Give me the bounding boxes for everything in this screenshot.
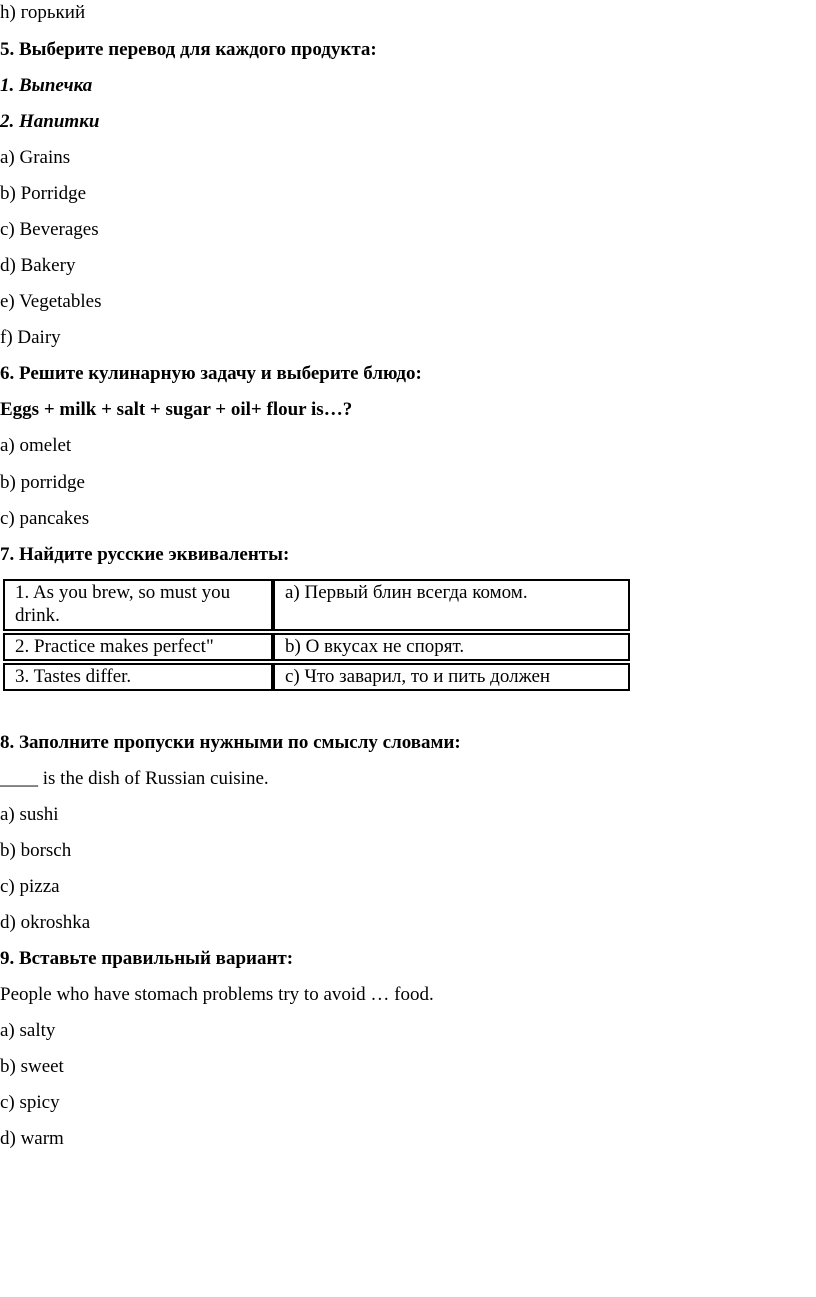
table-cell-left-1: 1. As you brew, so must you drink. bbox=[3, 579, 273, 631]
question-5-term-1: 1. Выпечка bbox=[0, 75, 93, 96]
question-8-prompt: ____ is the dish of Russian cuisine. bbox=[0, 768, 269, 789]
question-6-option-a: a) omelet bbox=[0, 435, 72, 456]
question-9-option-a: a) salty bbox=[0, 1020, 56, 1041]
table-cell-right-1: a) Первый блин всегда комом. bbox=[273, 579, 630, 631]
question-9-option-b: b) sweet bbox=[0, 1056, 64, 1077]
question-7-title: 7. Найдите русские эквиваленты: bbox=[0, 544, 290, 565]
table-cell-right-3: c) Что заварил, то и пить должен bbox=[273, 663, 630, 691]
question-6-prompt: Eggs + milk + salt + sugar + oil+ flour is…? bbox=[0, 399, 353, 420]
question-9-prompt: People who have stomach problems try to avoid … food. bbox=[0, 984, 434, 1005]
question-5-option-d: d) Bakery bbox=[0, 255, 76, 276]
question-5-option-e: e) Vegetables bbox=[0, 291, 102, 312]
question-8-option-c: c) pizza bbox=[0, 876, 60, 897]
question-9-option-c: c) spicy bbox=[0, 1092, 60, 1113]
question-8-option-b: b) borsch bbox=[0, 840, 72, 861]
question-5-term-2: 2. Напитки bbox=[0, 111, 100, 132]
table-cell-left-3: 3. Tastes differ. bbox=[3, 663, 273, 691]
option-h: h) горький bbox=[0, 2, 86, 23]
table-cell-left-2: 2. Practice makes perfect" bbox=[3, 633, 273, 661]
table-cell-right-2: b) О вкусах не спорят. bbox=[273, 633, 630, 661]
question-5-title: 5. Выберите перевод для каждого продукта: bbox=[0, 39, 377, 60]
question-6-title: 6. Решите кулинарную задачу и выберите блюдо: bbox=[0, 363, 422, 384]
question-9-option-d: d) warm bbox=[0, 1128, 64, 1149]
question-5-option-a: a) Grains bbox=[0, 147, 71, 168]
question-5-option-f: f) Dairy bbox=[0, 327, 61, 348]
question-9-title: 9. Вставьте правильный вариант: bbox=[0, 948, 294, 969]
question-8-title: 8. Заполните пропуски нужными по смыслу словами: bbox=[0, 732, 461, 753]
question-6-option-c: c) pancakes bbox=[0, 508, 90, 529]
question-6-option-b: b) porridge bbox=[0, 472, 85, 493]
question-8-option-a: a) sushi bbox=[0, 804, 59, 825]
question-8-option-d: d) okroshka bbox=[0, 912, 91, 933]
question-5-option-c: c) Beverages bbox=[0, 219, 99, 240]
question-5-option-b: b) Porridge bbox=[0, 183, 87, 204]
